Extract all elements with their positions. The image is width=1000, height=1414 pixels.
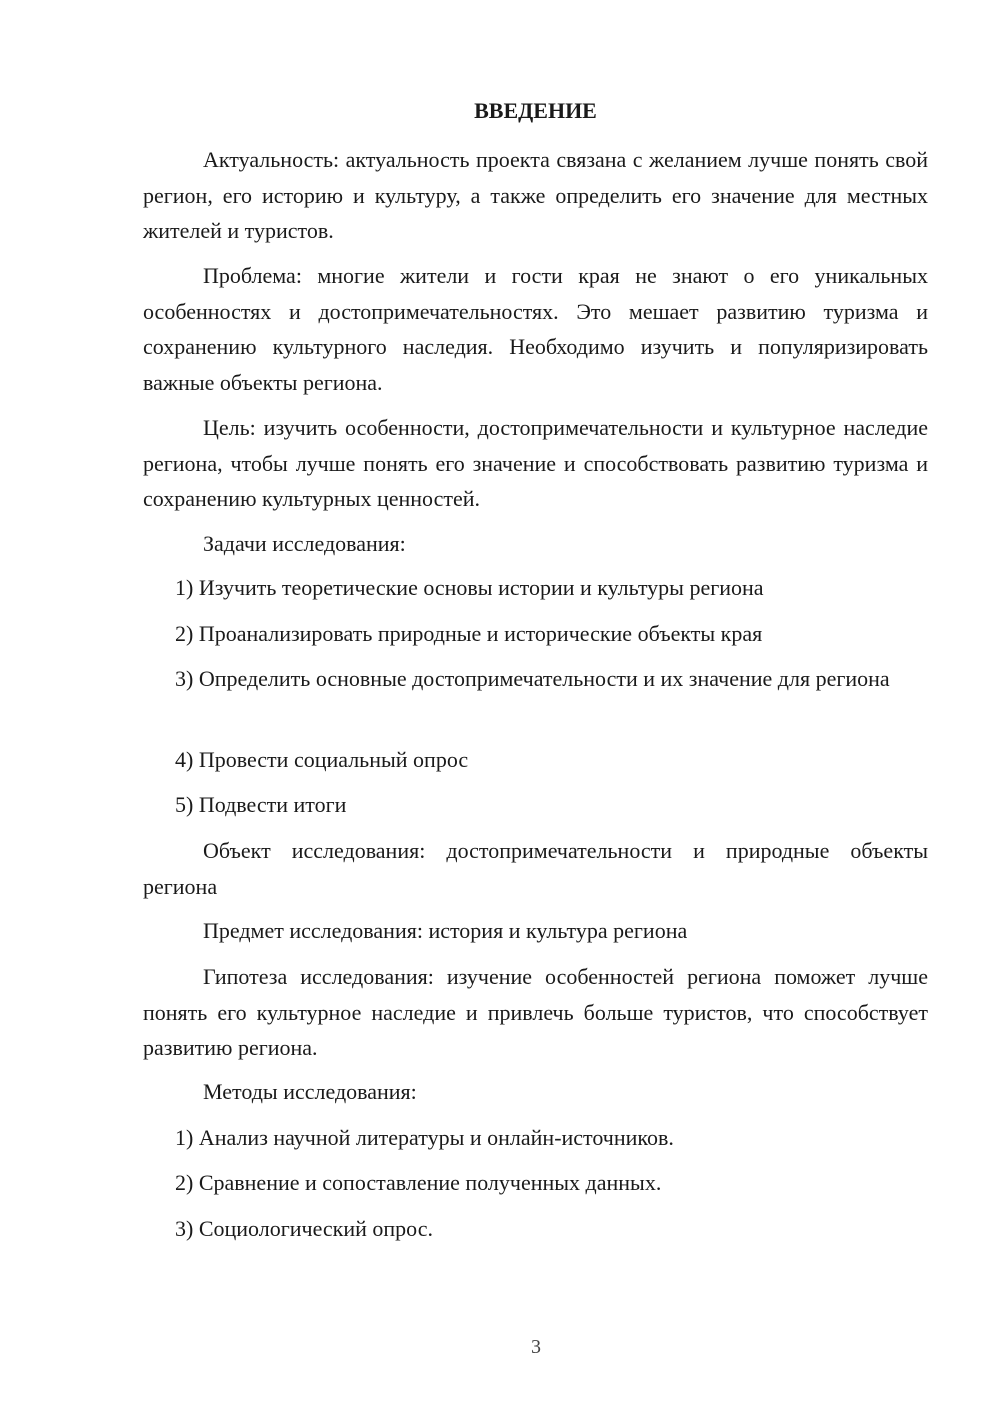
task-item: 3) Определить основные достопримечательности и их значение для региона: [175, 666, 890, 691]
paragraph-hypothesis: Гипотеза исследования: изучение особенностей региона поможет лучше понять его культурное наследие и привлечь больше туристов, что способствует развитию региона.: [143, 964, 928, 1060]
task-item: 2) Проанализировать природные и исторические объекты края: [175, 621, 763, 646]
task-item: 5) Подвести итоги: [175, 792, 347, 817]
paragraph-subject: Предмет исследования: история и культура региона: [203, 918, 688, 943]
paragraph-object: Объект исследования: достопримечательности и природные объекты региона: [143, 838, 928, 899]
page-number: 3: [531, 1336, 541, 1358]
paragraph-goal: Цель: изучить особенности, достопримечательности и культурное наследие региона, чтобы лучше понять его значение и способствовать развитию туризма и сохранению культурных ценностей.: [143, 415, 928, 511]
tasks-title: Задачи исследования:: [203, 531, 406, 556]
paragraph-relevance: Актуальность: актуальность проекта связана с желанием лучше понять свой регион, его историю и культуру, а также определить его значение для местных жителей и туристов.: [143, 147, 928, 243]
paragraph-problem: Проблема: многие жители и гости края не знают о его уникальных особенностях и достопримечательностях. Это мешает развитию туризма и сохранению культурного наследия. Необходимо изучить и популяризировать важные объекты региона.: [143, 263, 928, 395]
method-item: 2) Сравнение и сопоставление полученных данных.: [175, 1170, 662, 1195]
task-item: 1) Изучить теоретические основы истории и культуры региона: [175, 575, 764, 600]
section-heading: ВВЕДЕНИЕ: [474, 98, 597, 123]
methods-title: Методы исследования:: [203, 1079, 417, 1104]
method-item: 1) Анализ научной литературы и онлайн-источников.: [175, 1125, 674, 1150]
method-item: 3) Социологический опрос.: [175, 1216, 433, 1241]
task-item: 4) Провести социальный опрос: [175, 747, 469, 772]
